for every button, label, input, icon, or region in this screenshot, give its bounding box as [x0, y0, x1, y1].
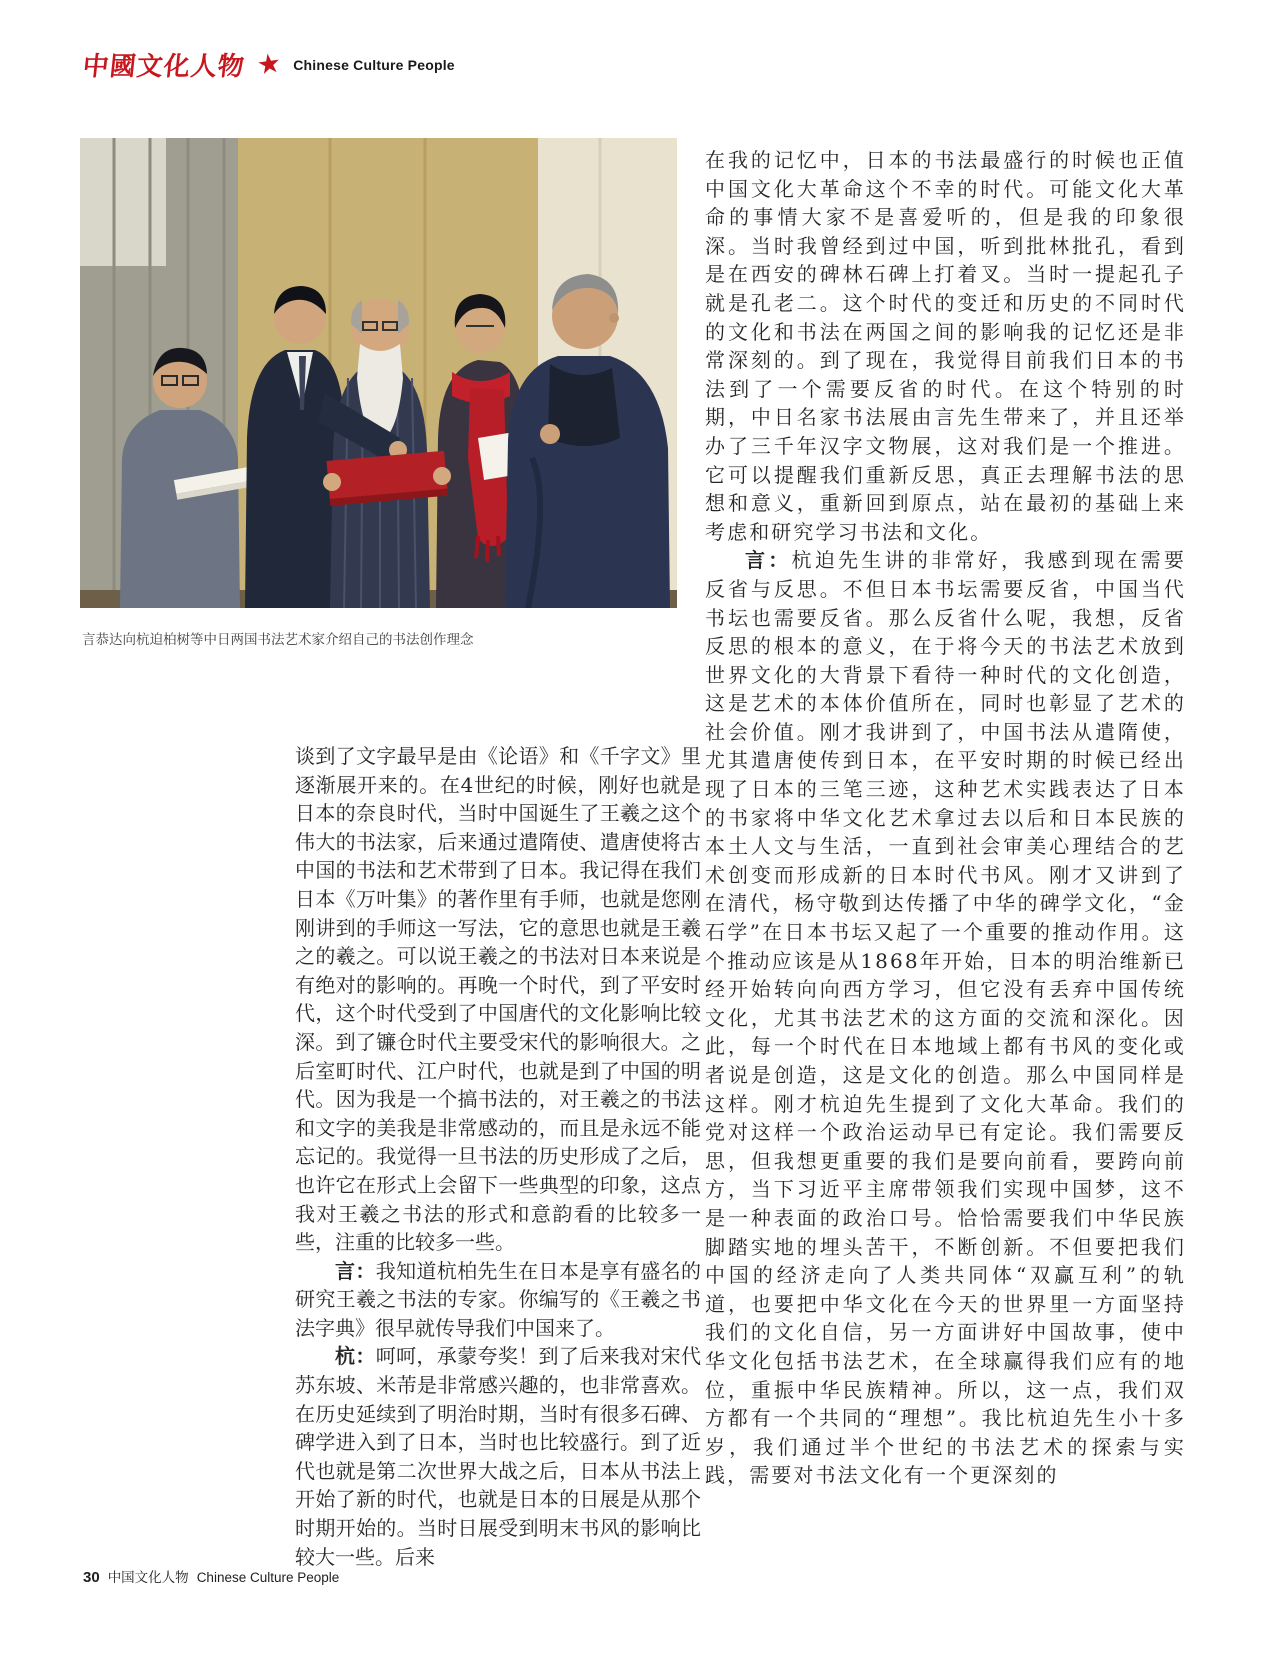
magazine-logo-cn: 中國文化人物 [81, 52, 247, 82]
star-icon: ★ [254, 47, 284, 82]
paragraph-text: 谈到了文字最早是由《论语》和《千字文》里逐渐展开来的。在4世纪的时候，刚好也就是日本的奈良时代，当时中国诞生了王羲之这个伟大的书法家，后来通过遣隋使、遣唐使将古中国的书法和艺术带到了日本。我记得在我们日本《万叶集》的著作里有手师，也就是您刚刚讲到的手师这一写法，它的意思也就是王羲之的羲之。可以说王羲之的书法对日本来说是有绝对的影响的。再晚一个时代，到了平安时代，这个时代受到了中国唐代的文化影响比较深。到了镰仓时代主要受宋代的影响很大。之后室町时代、江户时代，也就是到了中国的明代。因为我是一个搞书法的，对王羲之的书法和文字的美我是非常感动的，而且是永远不能忘记的。我觉得一旦书法的历史形成了之后，也许它在形式上会留下一些典型的印象，这点我对王羲之书法的形式和意韵看的比较多一些，注重的比较多一些。 [295, 744, 701, 1255]
speaker-label: 杭： [335, 1344, 376, 1369]
page-header [83, 46, 455, 83]
paragraph-text: 在我的记忆中，日本的书法最盛行的时候也正值中国文化大革命这个不幸的时代。可能文化大革命的事情大家不是喜爱听的，但是我的印象很深。当时我曾经到过中国，听到批林批孔，看到是在西安的碑林石碑上打着叉。当时一提起孔子就是孔老二。这个时代的变迁和历史的不同时代的文化和书法在两国之间的影响我的记忆还是非常深刻的。到了现在，我觉得目前我们日本的书法到了一个需要反省的时代。在这个特别的时期，中日名家书法展由言先生带来了，并且还举办了三千年汉字文物展，这对我们是一个推进。它可以提醒我们重新反思，真正去理解书法的思想和意义，重新回到原点，站在最初的基础上来考虑和研究学习书法和文化。 [705, 148, 1186, 544]
paragraph [295, 742, 701, 1257]
paragraph [295, 1342, 701, 1571]
footer-magazine-cn: 中国文化人物 [107, 1570, 189, 1585]
page-footer [83, 1566, 339, 1586]
paragraph-text: 呵呵，承蒙夸奖！到了后来我对宋代苏东坡、米芾是非常感兴趣的，也非常喜欢。在历史延续到了明治时期，当时有很多石碑、碑学进入到了日本，当时也比较盛行。到了近代也就是第二次世界大战之后，日本从书法上开始了新的时代，也就是日本的日展是从那个时期开始的。当时日展受到明末书风的影响比较大一些。后来 [295, 1344, 702, 1569]
footer-magazine-en: Chinese Culture People [196, 1570, 340, 1585]
paragraph [295, 1257, 701, 1343]
paragraph [705, 146, 1186, 546]
photo-illustration [80, 138, 677, 608]
right-column [705, 146, 1186, 1490]
article-photo [80, 138, 677, 608]
magazine-logo-en: Chinese Culture People [293, 56, 455, 73]
left-column [295, 742, 701, 1571]
speaker-label: 言： [745, 548, 792, 573]
paragraph [705, 546, 1186, 1490]
paragraph-text: 杭迫先生讲的非常好，我感到现在需要反省与反思。不但日本书坛需要反省，中国当代书坛也需要反省。那么反省什么呢，我想，反省反思的根本的意义，在于将今天的书法艺术放到世界文化的大背景下看待一种时代的文化创造，这是艺术的本体价值所在，同时也彰显了艺术的社会价值。刚才我讲到了，中国书法从遣隋使，尤其遣唐使传到日本，在平安时期的时候已经出现了日本的三笔三迹，这种艺术实践表达了日本的书家将中华文化艺术拿过去以后和日本民族的本土人文与生活，一直到社会审美心理结合的艺术创变而形成新的日本时代书风。刚才又讲到了在清代，杨守敬到达传播了中华的碑学文化，“金石学”在日本书坛又起了一个重要的推动作用。这个推动应该是从1868年开始，日本的明治维新已经开始转向向西方学习，但它没有丢弃中国传统文化，尤其书法艺术的这方面的交流和深化。因此，每一个时代在日本地域上都有书风的变化或者说是创造，这是文化的创造。那么中国同样是这样。刚才杭迫先生提到了文化大革命。我们的党对这样一个政治运动早已有定论。我们需要反思，但我想更重要的我们是要向前看，要跨向前方，当下习近平主席带领我们实现中国梦，这不是一种表面的政治口号。恰恰需要我们中华民族脚踏实地的埋头苦干，不断创新。不但要把我们中国的经济走向了人类共同体“双赢互利”的轨道，也要把中华文化在今天的世界里一方面坚持我们的文化自信，另一方面讲好中国故事，使中华文化包括书法艺术，在全球赢得我们应有的地位，重振中华民族精神。所以，这一点，我们双方都有一个共同的“理想”。我比杭迫先生小十多岁，我们通过半个世纪的书法艺术的探索与实践，需要对书法文化有一个更深刻的 [705, 548, 1186, 1488]
page-number: 30 [83, 1569, 100, 1586]
paragraph-text: 我知道杭柏先生在日本是享有盛名的研究王羲之书法的专家。你编写的《王羲之书法字典》很早就传导我们中国来了。 [295, 1258, 702, 1340]
speaker-label: 言： [335, 1258, 376, 1283]
photo-caption: 言恭达向杭迫柏树等中日两国书法艺术家介绍自己的书法创作理念 [82, 632, 474, 647]
